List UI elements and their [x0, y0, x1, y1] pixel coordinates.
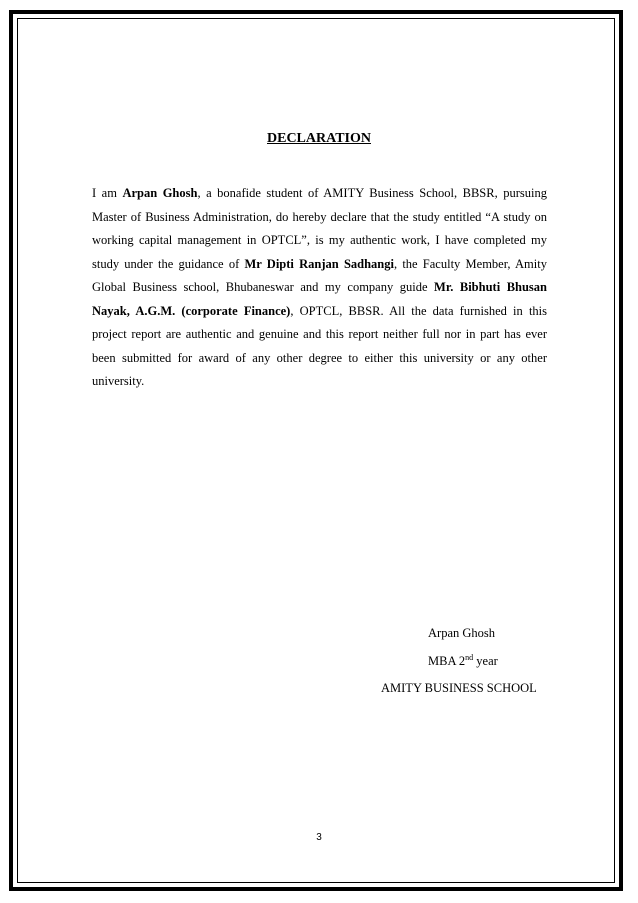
course-suffix: year [473, 654, 498, 669]
page-number: 3 [316, 832, 322, 843]
company-guide-name: Mr. Bibhuti Bhusan Nayak, A.G.M. (corporate Finance) [92, 280, 547, 318]
course-prefix: MBA 2 [428, 654, 466, 669]
page-title: DECLARATION [267, 131, 371, 146]
text-segment: I am [92, 186, 123, 200]
student-name: Arpan Ghosh [122, 186, 198, 200]
text-segment: , a bonafide student of AMITY Business School, BBSR, pursuing Master of Business Administration, do hereby declare that the study entitled “A study on working capital management in OPTCL”, is my authentic work, I have completed my study under the guidance of [92, 186, 547, 271]
page-border-inner [17, 18, 615, 883]
signature-course [428, 653, 498, 669]
text-segment: , the Faculty Member, Amity Global Business school, Bhubaneswar and my company guide [92, 256, 547, 294]
faculty-guide-name: Mr Dipti Ranjan Sadhangi [244, 256, 394, 271]
signature-name: Arpan Ghosh [428, 626, 496, 640]
course-superscript: nd [465, 653, 474, 662]
declaration-paragraph [92, 182, 547, 394]
signature-school: AMITY BUSINESS SCHOOL [381, 681, 537, 695]
text-segment: , OPTCL, BBSR. All the data furnished in this project report are authentic and genuine and this report neither full nor in part has ever been submitted for award of any other degree to either this university or any other university. [92, 303, 548, 388]
